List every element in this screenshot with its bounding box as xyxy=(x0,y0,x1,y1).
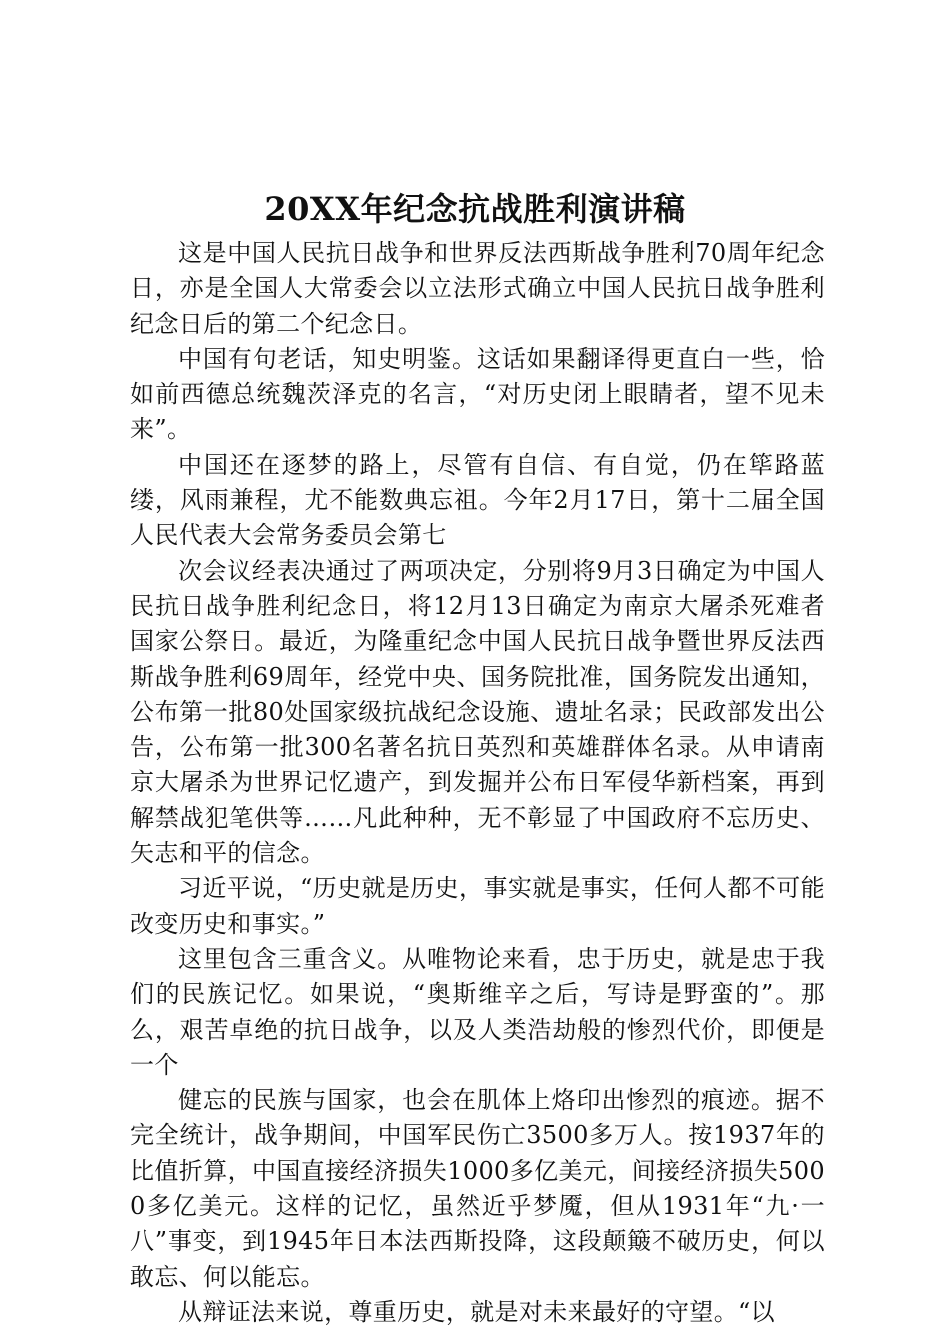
paragraph: 这是中国人民抗日战争和世界反法西斯战争胜利70周年纪念日，亦是全国人大常委会以立法形式确立中国人民抗日战争胜利纪念日后的第二个纪念日。 xyxy=(130,239,825,338)
paragraph: 从辩证法来说，尊重历史，就是对未来最好的守望。“以 xyxy=(178,1297,776,1326)
paragraph: 健忘的民族与国家，也会在肌体上烙印出惨烈的痕迹。据不完全统计，战争期间，中国军民伤亡3500多万人。按1937年的比值折算，中国直接经济损失1000多亿美元，间接经济损失5000多亿美元。这样的记忆，虽然近乎梦魇，但从1931年“九·一八”事变，到1945年日本法西斯投降，这段颠簸不破历史，何以敢忘、何以能忘。 xyxy=(130,1086,825,1291)
paragraph: 中国有句老话，知史明鉴。这话如果翻译得更直白一些，恰如前西德总统魏茨泽克的名言，“对历史闭上眼睛者，望不见未来”。 xyxy=(130,344,825,444)
paragraph: 习近平说，“历史就是历史，事实就是事实，任何人都不可能改变历史和事实。” xyxy=(130,874,825,938)
document-body xyxy=(130,236,825,1330)
paragraph: 这里包含三重含义。从唯物论来看，忠于历史，就是忠于我们的民族记忆。如果说，“奥斯维辛之后，写诗是野蛮的”。那么，艰苦卓绝的抗日战争，以及人类浩劫般的惨烈代价，即便是一个 xyxy=(130,944,825,1079)
paragraph: 次会议经表决通过了两项决定，分别将9月3日确定为中国人民抗日战争胜利纪念日，将12月13日确定为南京大屠杀死难者国家公祭日。最近，为隆重纪念中国人民抗日战争暨世界反法西斯战争胜利69周年，经党中央、国务院批准，国务院发出通知，公布第一批80处国家级抗战纪念设施、遗址名录；民政部发出公告，公布第一批300名著名抗日英烈和英雄群体名录。从申请南京大屠杀为世界记忆遗产，到发掘并公布日军侵华新档案，再到解禁战犯笔供等……凡此种种，无不彰显了中国政府不忘历史、矢志和平的信念。 xyxy=(130,556,825,868)
document-title: 20XX年纪念抗战胜利演讲稿 xyxy=(264,190,686,228)
paragraph: 中国还在逐梦的路上，尽管有自信、有自觉，仍在筚路蓝缕，风雨兼程，尤不能数典忘祖。今年2月17日，第十二届全国人民代表大会常务委员会第七 xyxy=(130,450,825,550)
